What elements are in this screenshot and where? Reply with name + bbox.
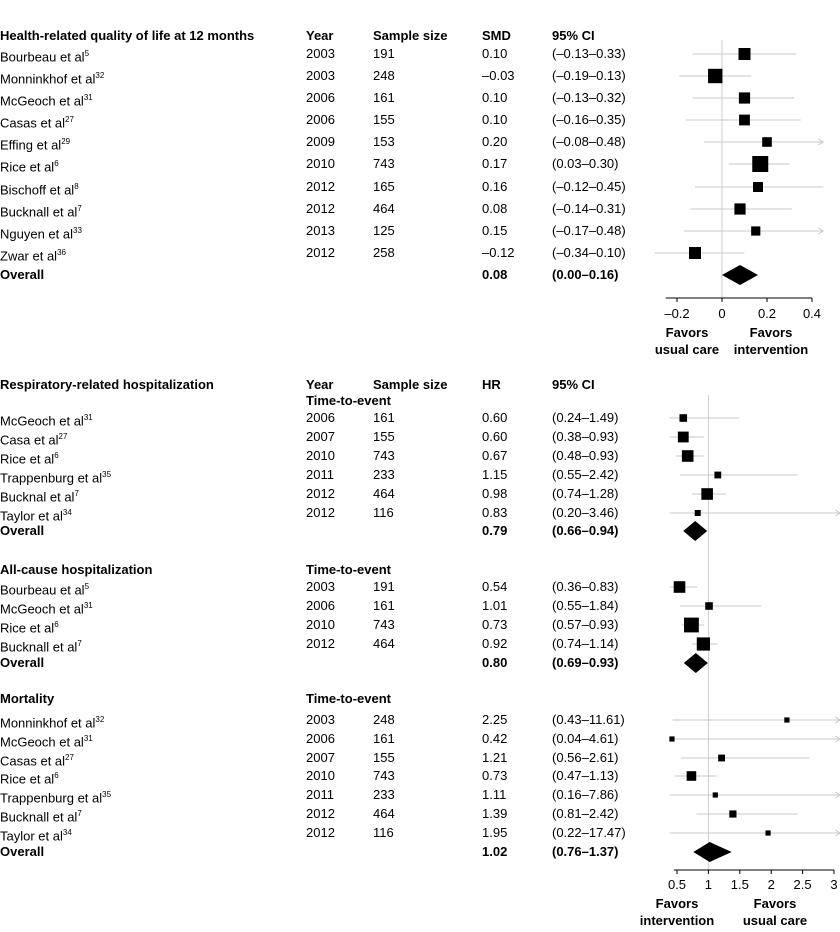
sample-size-cell: 248 bbox=[373, 712, 395, 727]
sample-size-cell: 743 bbox=[373, 768, 395, 783]
reference-number: 32 bbox=[95, 71, 105, 80]
x-tick-label: 1 bbox=[704, 877, 713, 892]
reference-number: 27 bbox=[58, 432, 68, 441]
estimate-cell: 0.92 bbox=[482, 636, 508, 651]
study-name: Bischoff et al bbox=[0, 182, 75, 198]
reference-number: 32 bbox=[95, 715, 105, 724]
ci-cell: (0.55–2.42) bbox=[552, 467, 619, 482]
x-tick-label: 0.5 bbox=[667, 877, 687, 892]
ci-cell: (0.56–2.61) bbox=[552, 750, 619, 765]
estimate-cell: 0.98 bbox=[482, 486, 508, 501]
study-marker bbox=[739, 115, 750, 126]
sample-size-cell: 743 bbox=[373, 617, 395, 632]
estimate-cell: 1.95 bbox=[482, 825, 508, 840]
overall-label: Overall bbox=[0, 655, 45, 670]
sample-size-cell: 743 bbox=[373, 448, 395, 463]
ci-cell: (0.43–11.61) bbox=[552, 712, 625, 727]
study-name: Casas et al bbox=[0, 753, 66, 769]
sample-size-cell: 464 bbox=[373, 201, 395, 216]
sample-size-cell: 155 bbox=[373, 429, 395, 444]
study-marker bbox=[679, 414, 687, 422]
reference-number: 5 bbox=[84, 582, 90, 591]
reference-number: 7 bbox=[77, 204, 82, 213]
reference-number: 27 bbox=[65, 753, 74, 762]
favors-right-line2: usual care bbox=[742, 913, 808, 928]
estimate-cell: 0.60 bbox=[482, 429, 508, 444]
sample-size-cell: 191 bbox=[373, 579, 395, 594]
ci-cell: (0.24–1.49) bbox=[552, 410, 619, 425]
study-marker bbox=[753, 182, 763, 192]
x-tick-label: 2.5 bbox=[793, 877, 812, 892]
reference-number: 6 bbox=[54, 159, 59, 168]
estimate-cell: 1.15 bbox=[482, 467, 508, 482]
year-cell: 2006 bbox=[306, 112, 335, 127]
study-name: Zwar et al bbox=[0, 248, 58, 264]
favors-left-line1: Favors bbox=[655, 896, 699, 911]
estimate-cell: 1.39 bbox=[482, 806, 508, 821]
sample-size-cell: 161 bbox=[373, 90, 395, 105]
x-tick-label: 0 bbox=[718, 306, 726, 321]
reference-number: 6 bbox=[54, 771, 59, 780]
favors-right-line1: Favors bbox=[749, 325, 793, 340]
study-name: Monninkhof et al bbox=[0, 71, 96, 87]
section-title: Mortality bbox=[0, 691, 55, 706]
column-header-ci: 95% CI bbox=[552, 28, 595, 43]
study-marker bbox=[784, 717, 789, 722]
estimate-cell: 0.42 bbox=[482, 731, 508, 746]
estimate-cell: 0.20 bbox=[482, 134, 508, 149]
sample-size-cell: 464 bbox=[373, 806, 395, 821]
ci-cell: (–0.16–0.35) bbox=[552, 112, 626, 127]
favors-right-line1: Favors bbox=[753, 896, 797, 911]
ci-cell: (0.81–2.42) bbox=[552, 806, 619, 821]
year-cell: 2013 bbox=[306, 223, 335, 238]
study-name: Effing et al bbox=[0, 137, 62, 153]
x-tick-label: 1.5 bbox=[730, 877, 749, 892]
estimate-cell: 0.60 bbox=[482, 410, 508, 425]
reference-number: 8 bbox=[74, 182, 79, 191]
column-header-year: Year bbox=[306, 377, 334, 392]
year-cell: 2011 bbox=[306, 787, 334, 802]
reference-number: 35 bbox=[102, 790, 112, 799]
favors-left-line2: usual care bbox=[654, 342, 720, 357]
ci-cell: (–0.19–0.13) bbox=[552, 68, 626, 83]
year-cell: 2010 bbox=[306, 617, 335, 632]
year-cell: 2006 bbox=[306, 598, 335, 613]
study-marker bbox=[701, 488, 713, 500]
year-cell: 2006 bbox=[306, 410, 335, 425]
reference-number: 6 bbox=[54, 620, 59, 629]
sample-size-cell: 161 bbox=[373, 731, 395, 746]
estimate-cell: 0.54 bbox=[482, 579, 508, 594]
overall-estimate: 1.02 bbox=[482, 844, 508, 859]
study-name: Bucknall et al bbox=[0, 639, 78, 655]
sample-size-cell: 161 bbox=[373, 410, 395, 425]
ci-cell: (–0.13–0.32) bbox=[552, 90, 626, 105]
reference-number: 34 bbox=[62, 828, 72, 837]
year-cell: 2003 bbox=[306, 579, 335, 594]
sample-size-cell: 258 bbox=[373, 245, 395, 260]
sample-size-cell: 464 bbox=[373, 486, 395, 501]
ci-cell: (0.03–0.30) bbox=[552, 156, 619, 171]
year-cell: 2012 bbox=[306, 201, 335, 216]
reference-number: 7 bbox=[74, 489, 79, 498]
reference-number: 36 bbox=[57, 248, 66, 257]
year-cell: 2009 bbox=[306, 134, 335, 149]
column-header-ci: 95% CI bbox=[552, 377, 595, 392]
reference-number: 7 bbox=[77, 639, 82, 648]
sample-size-cell: 155 bbox=[373, 112, 395, 127]
study-name: Casa et al bbox=[0, 432, 59, 448]
year-cell: 2007 bbox=[306, 750, 335, 765]
year-cell: 2006 bbox=[306, 731, 335, 746]
study-name: Rice et al bbox=[0, 620, 55, 636]
study-marker bbox=[678, 432, 689, 443]
column-header-effect: HR bbox=[482, 377, 501, 392]
reference-number: 7 bbox=[77, 809, 82, 818]
column-header-sample-size: Sample size bbox=[373, 377, 448, 392]
column-header-effect: SMD bbox=[482, 28, 511, 43]
study-name: Bucknall et al bbox=[0, 204, 78, 220]
overall-estimate: 0.79 bbox=[482, 523, 508, 538]
ci-cell: (0.48–0.93) bbox=[552, 448, 619, 463]
study-name: McGeoch et al bbox=[0, 601, 84, 617]
estimate-cell: 0.16 bbox=[482, 179, 508, 194]
section-title: Respiratory-related hospitalization bbox=[0, 377, 214, 392]
year-cell: 2012 bbox=[306, 825, 335, 840]
ci-cell: (0.16–7.86) bbox=[552, 787, 619, 802]
sample-size-cell: 248 bbox=[373, 68, 395, 83]
overall-estimate: 0.08 bbox=[482, 267, 508, 282]
study-marker bbox=[752, 156, 768, 172]
ci-cell: (–0.13–0.33) bbox=[552, 46, 626, 61]
sample-size-cell: 155 bbox=[373, 750, 395, 765]
study-name: Rice et al bbox=[0, 451, 55, 467]
study-marker bbox=[729, 810, 736, 817]
study-marker bbox=[734, 203, 745, 214]
study-marker bbox=[739, 92, 750, 103]
study-name: Nguyen et al bbox=[0, 226, 73, 242]
study-name: Taylor et al bbox=[0, 508, 63, 524]
x-tick-label: 0.4 bbox=[802, 306, 822, 321]
reference-number: 35 bbox=[102, 470, 112, 479]
study-marker bbox=[687, 771, 697, 781]
ci-cell: (0.20–3.46) bbox=[552, 505, 619, 520]
year-cell: 2012 bbox=[306, 636, 335, 651]
estimate-cell: 0.10 bbox=[482, 112, 508, 127]
overall-label: Overall bbox=[0, 523, 45, 538]
study-marker bbox=[713, 792, 718, 797]
x-tick-label: 3 bbox=[830, 877, 838, 892]
reference-number: 33 bbox=[73, 226, 82, 235]
reference-number: 31 bbox=[83, 734, 93, 743]
study-marker bbox=[765, 830, 770, 835]
reference-number: 31 bbox=[83, 93, 93, 102]
estimate-cell: 2.25 bbox=[482, 712, 508, 727]
year-cell: 2010 bbox=[306, 768, 335, 783]
year-cell: 2010 bbox=[306, 156, 335, 171]
year-cell: 2010 bbox=[306, 448, 335, 463]
study-name: Rice et al bbox=[0, 771, 55, 787]
reference-number: 31 bbox=[83, 413, 93, 422]
study-name: McGeoch et al bbox=[0, 93, 84, 109]
sample-size-cell: 464 bbox=[373, 636, 395, 651]
section-title: All-cause hospitalization bbox=[0, 562, 153, 577]
column-header-sample-size: Sample size bbox=[373, 28, 448, 43]
study-marker bbox=[708, 69, 722, 83]
overall-label: Overall bbox=[0, 267, 45, 282]
year-cell: 2012 bbox=[306, 486, 335, 501]
ci-cell: (–0.12–0.45) bbox=[552, 179, 626, 194]
study-name: Taylor et al bbox=[0, 828, 63, 844]
year-cell: 2012 bbox=[306, 505, 335, 520]
year-cell: 2003 bbox=[306, 712, 335, 727]
sample-size-cell: 116 bbox=[373, 825, 394, 840]
column-header-year: Year bbox=[306, 28, 334, 43]
reference-number: 27 bbox=[65, 115, 74, 124]
overall-ci: (0.00–0.16) bbox=[552, 267, 619, 282]
estimate-cell: 0.17 bbox=[482, 156, 508, 171]
study-marker bbox=[714, 472, 721, 479]
overall-label: Overall bbox=[0, 844, 45, 859]
section-subtitle: Time-to-event bbox=[306, 691, 391, 706]
estimate-cell: 0.73 bbox=[482, 617, 508, 632]
study-name: McGeoch et al bbox=[0, 734, 84, 750]
sample-size-cell: 233 bbox=[373, 467, 395, 482]
x-tick-label: 0.2 bbox=[757, 306, 777, 321]
study-marker bbox=[695, 510, 701, 516]
study-name: Bourbeau et al bbox=[0, 582, 85, 598]
section-subtitle: Time-to-event bbox=[306, 562, 391, 577]
estimate-cell: –0.12 bbox=[482, 245, 515, 260]
sample-size-cell: 165 bbox=[373, 179, 395, 194]
x-tick-label: –0.2 bbox=[664, 306, 690, 321]
overall-ci: (0.69–0.93) bbox=[552, 655, 619, 670]
overall-ci: (0.76–1.37) bbox=[552, 844, 619, 859]
sample-size-cell: 153 bbox=[373, 134, 395, 149]
study-name: Bucknal et al bbox=[0, 489, 75, 505]
sample-size-cell: 233 bbox=[373, 787, 395, 802]
overall-ci: (0.66–0.94) bbox=[552, 523, 619, 538]
estimate-cell: 1.01 bbox=[482, 598, 508, 613]
sample-size-cell: 191 bbox=[373, 46, 395, 61]
reference-number: 31 bbox=[83, 601, 93, 610]
ci-cell: (0.57–0.93) bbox=[552, 617, 619, 632]
year-cell: 2006 bbox=[306, 90, 335, 105]
section-title: Health-related quality of life at 12 months bbox=[0, 28, 255, 43]
study-name: Bourbeau et al bbox=[0, 49, 85, 65]
ci-cell: (–0.34–0.10) bbox=[552, 245, 626, 260]
study-marker bbox=[684, 618, 699, 633]
study-name: McGeoch et al bbox=[0, 413, 84, 429]
estimate-cell: 0.10 bbox=[482, 46, 508, 61]
ci-cell: (0.22–17.47) bbox=[552, 825, 626, 840]
reference-number: 6 bbox=[54, 451, 59, 460]
year-cell: 2012 bbox=[306, 806, 335, 821]
ci-cell: (–0.08–0.48) bbox=[552, 134, 626, 149]
year-cell: 2011 bbox=[306, 467, 334, 482]
study-marker bbox=[705, 602, 713, 610]
estimate-cell: 0.67 bbox=[482, 448, 508, 463]
study-name: Monninkhof et al bbox=[0, 715, 96, 731]
year-cell: 2003 bbox=[306, 46, 335, 61]
study-marker bbox=[739, 48, 751, 60]
year-cell: 2012 bbox=[306, 179, 335, 194]
year-cell: 2003 bbox=[306, 68, 335, 83]
estimate-cell: –0.03 bbox=[482, 68, 515, 83]
sample-size-cell: 125 bbox=[373, 223, 395, 238]
study-marker bbox=[762, 137, 772, 147]
study-name: Casas et al bbox=[0, 115, 66, 131]
estimate-cell: 0.73 bbox=[482, 768, 508, 783]
estimate-cell: 0.10 bbox=[482, 90, 508, 105]
estimate-cell: 0.08 bbox=[482, 201, 508, 216]
study-name: Trappenburg et al bbox=[0, 790, 103, 806]
ci-cell: (0.47–1.13) bbox=[552, 768, 619, 783]
study-marker bbox=[697, 637, 710, 650]
ci-cell: (0.55–1.84) bbox=[552, 598, 619, 613]
sample-size-cell: 161 bbox=[373, 598, 395, 613]
reference-number: 34 bbox=[62, 508, 72, 517]
study-name: Rice et al bbox=[0, 159, 55, 175]
study-marker bbox=[751, 226, 760, 235]
favors-right-line2: intervention bbox=[733, 342, 809, 357]
study-marker bbox=[682, 450, 694, 462]
ci-cell: (0.04–4.61) bbox=[552, 731, 619, 746]
year-cell: 2012 bbox=[306, 245, 335, 260]
overall-estimate: 0.80 bbox=[482, 655, 508, 670]
ci-cell: (0.74–1.14) bbox=[552, 636, 619, 651]
year-cell: 2007 bbox=[306, 429, 335, 444]
reference-number: 5 bbox=[84, 49, 90, 58]
ci-cell: (0.38–0.93) bbox=[552, 429, 619, 444]
sample-size-cell: 116 bbox=[373, 505, 394, 520]
estimate-cell: 1.21 bbox=[482, 750, 508, 765]
study-name: Bucknall et al bbox=[0, 809, 78, 825]
ci-cell: (–0.14–0.31) bbox=[552, 201, 626, 216]
ci-cell: (0.74–1.28) bbox=[552, 486, 619, 501]
ci-cell: (0.36–0.83) bbox=[552, 579, 619, 594]
study-name: Trappenburg et al bbox=[0, 470, 103, 486]
estimate-cell: 0.15 bbox=[482, 223, 508, 238]
section-subtitle: Time-to-event bbox=[306, 393, 391, 408]
study-marker bbox=[689, 247, 701, 259]
favors-left-line2: intervention bbox=[639, 913, 715, 928]
reference-number: 29 bbox=[61, 137, 71, 146]
plot-area bbox=[645, 0, 840, 932]
estimate-cell: 0.83 bbox=[482, 505, 508, 520]
ci-cell: (–0.17–0.48) bbox=[552, 223, 626, 238]
x-tick-label: 2 bbox=[767, 877, 775, 892]
study-marker bbox=[674, 581, 686, 593]
sample-size-cell: 743 bbox=[373, 156, 395, 171]
study-marker bbox=[669, 736, 674, 741]
study-marker bbox=[718, 755, 725, 762]
estimate-cell: 1.11 bbox=[482, 787, 507, 802]
favors-left-line1: Favors bbox=[665, 325, 709, 340]
